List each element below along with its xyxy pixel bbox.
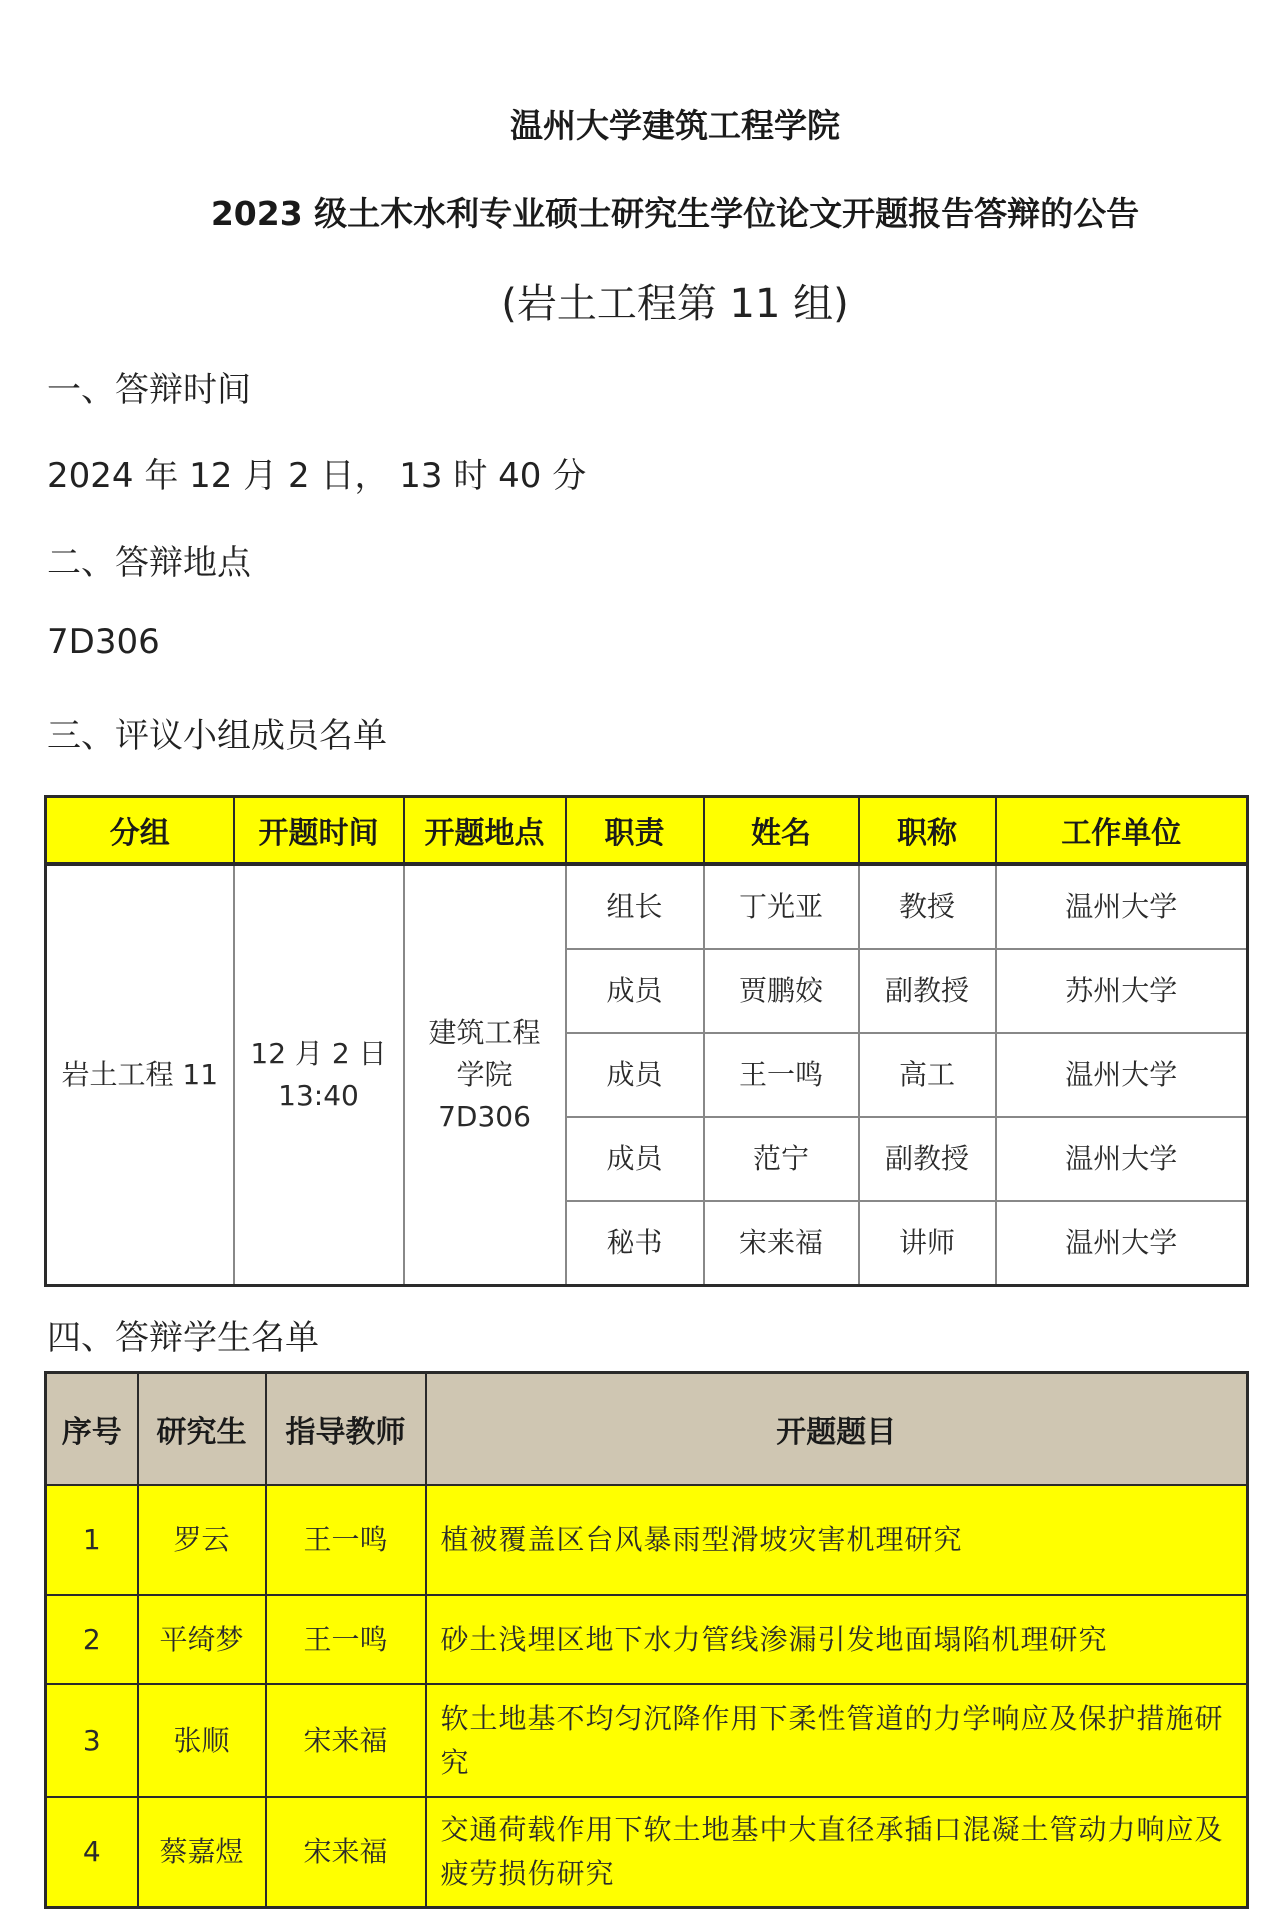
student-cell: 罗云: [138, 1485, 266, 1595]
place-line-1: 建筑工程: [428, 1016, 541, 1049]
student-cell: 平绮梦: [138, 1595, 266, 1684]
unit-cell: 温州大学: [996, 1201, 1248, 1286]
unit-cell: 苏州大学: [996, 949, 1248, 1033]
name-cell: 丁光亚: [704, 864, 859, 949]
place-cell: [404, 864, 566, 1286]
header-role: 职责: [566, 797, 704, 865]
unit-cell: 温州大学: [996, 1033, 1248, 1117]
unit-cell: 温州大学: [996, 1117, 1248, 1201]
role-cell: 成员: [566, 1117, 704, 1201]
number-cell: 1: [46, 1485, 138, 1595]
committee-table: [44, 795, 1249, 1287]
date-text: 12 月 2 日: [250, 1037, 387, 1070]
time-cell: [234, 864, 404, 1286]
rank-cell: 讲师: [859, 1201, 996, 1286]
student-cell: 张顺: [138, 1684, 266, 1797]
place-line-3: 7D306: [438, 1100, 531, 1133]
number-cell: 4: [46, 1797, 138, 1907]
student-cell: 蔡嘉煜: [138, 1797, 266, 1907]
topic-cell: 软土地基不均匀沉降作用下柔性管道的力学响应及保护措施研究: [426, 1684, 1248, 1797]
announcement-title: 2023 级土木水利专业硕士研究生学位论文开题报告答辩的公告: [210, 194, 1140, 233]
role-cell: 成员: [566, 949, 704, 1033]
students-header-row: [46, 1373, 1248, 1486]
header-rank: 职称: [859, 797, 996, 865]
rank-cell: 副教授: [859, 949, 996, 1033]
header-unit: 工作单位: [996, 797, 1248, 865]
place-heading: 二、答辩地点: [47, 543, 251, 583]
table-row: [46, 1595, 1248, 1684]
name-cell: 王一鸣: [704, 1033, 859, 1117]
time-value: 2024 年 12 月 2 日， 13 时 40 分: [47, 456, 587, 496]
topic-cell: 交通荷载作用下软土地基中大直径承插口混凝土管动力响应及疲劳损伤研究: [426, 1797, 1248, 1907]
committee-header-row: [46, 797, 1248, 865]
header-student: 研究生: [138, 1373, 266, 1486]
place-line-2: 学院: [456, 1058, 513, 1091]
role-cell: 成员: [566, 1033, 704, 1117]
rank-cell: 高工: [859, 1033, 996, 1117]
table-row: [46, 1485, 1248, 1595]
header-time: 开题时间: [234, 797, 404, 865]
students-table: [44, 1371, 1249, 1909]
topic-cell: 砂土浅埋区地下水力管线渗漏引发地面塌陷机理研究: [426, 1595, 1248, 1684]
committee-heading: 三、评议小组成员名单: [47, 716, 387, 756]
header-place: 开题地点: [404, 797, 566, 865]
role-cell: 秘书: [566, 1201, 704, 1286]
header-number: 序号: [46, 1373, 138, 1486]
institution-title: 温州大学建筑工程学院: [510, 106, 840, 145]
header-name: 姓名: [704, 797, 859, 865]
number-cell: 3: [46, 1684, 138, 1797]
table-row: [46, 864, 1248, 949]
table-row: [46, 1684, 1248, 1797]
rank-cell: 教授: [859, 864, 996, 949]
number-cell: 2: [46, 1595, 138, 1684]
advisor-cell: 王一鸣: [266, 1595, 426, 1684]
advisor-cell: 宋来福: [266, 1684, 426, 1797]
role-cell: 组长: [566, 864, 704, 949]
place-value: 7D306: [47, 622, 160, 662]
advisor-cell: 宋来福: [266, 1797, 426, 1907]
advisor-cell: 王一鸣: [266, 1485, 426, 1595]
group-subtitle: (岩土工程第 11 组): [501, 281, 849, 327]
topic-cell: 植被覆盖区台风暴雨型滑坡灾害机理研究: [426, 1485, 1248, 1595]
header-topic: 开题题目: [426, 1373, 1248, 1486]
name-cell: 贾鹏姣: [704, 949, 859, 1033]
rank-cell: 副教授: [859, 1117, 996, 1201]
students-heading: 四、答辩学生名单: [47, 1318, 319, 1358]
table-row: [46, 1797, 1248, 1907]
header-group: 分组: [46, 797, 234, 865]
header-advisor: 指导教师: [266, 1373, 426, 1486]
time-heading: 一、答辩时间: [47, 370, 251, 410]
group-cell: 岩土工程 11: [46, 864, 234, 1286]
name-cell: 宋来福: [704, 1201, 859, 1286]
clock-text: 13:40: [278, 1079, 359, 1112]
name-cell: 范宁: [704, 1117, 859, 1201]
unit-cell: 温州大学: [996, 864, 1248, 949]
